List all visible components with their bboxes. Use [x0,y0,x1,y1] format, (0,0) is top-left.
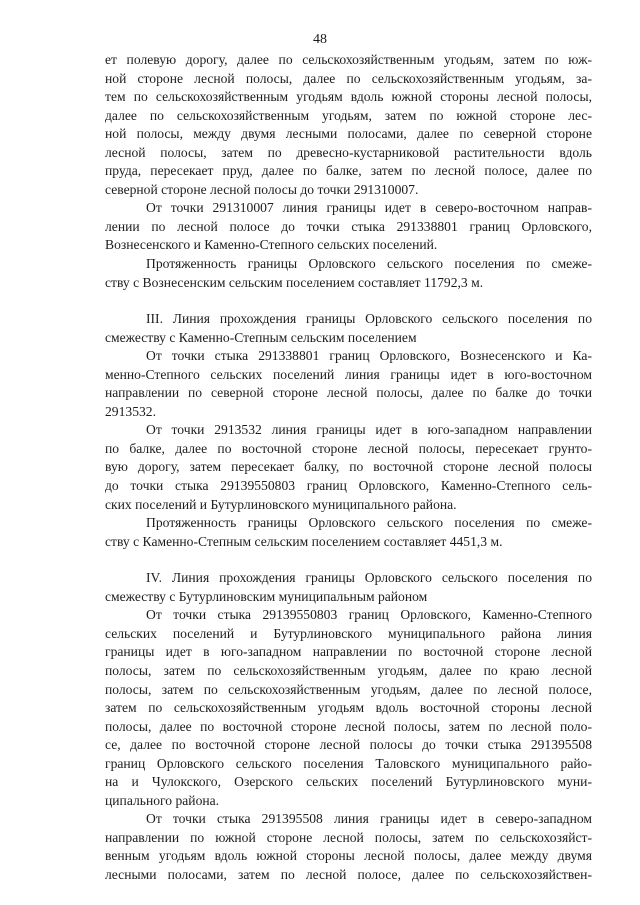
text-line: северной стороне лесной полосы до точки 291310007. [105,181,419,197]
section-gap [105,551,592,569]
text-line: венным угодьям вдоль южной стороны лесной полосы, далее между двумя [105,848,592,864]
text-line: Протяженность границы Орловского сельского поселения по смеже- [146,515,592,531]
paragraph [105,810,592,884]
text-line: лесной полосы, затем по древесно-кустарниковой растительности вдоль [105,144,592,160]
text-line: вую дорогу, затем пересекает балку, по восточной стороне лесной полосы [105,459,592,475]
text-line: III. Линия прохождения границы Орловского сельского поселения по [146,311,592,327]
text-line: смежеству с Каменно-Степным сельским поселением [105,329,417,345]
page-number: 48 [313,32,327,47]
paragraph [105,606,592,810]
text-line: 2913532. [105,403,156,419]
text-line: Вознесенского и Каменно-Степного сельских поселений. [105,237,438,253]
text-line: направлении по южной стороне лесной полосы, затем по сельскохозяйст- [105,829,592,845]
text-line: полосы, затем по сельскохозяйственным угодьям, далее по лесной полосе, [105,681,592,697]
text-line: ет полевую дорогу, далее по сельскохозяйственным угодьям, затем по юж- [105,52,592,67]
text-line: лесными полосами, затем по лесной полосе, далее по сельскохозяйствен- [105,866,592,882]
text-line: по балке, далее по восточной стороне лесной полосы, пересекает грунто- [105,440,592,456]
paragraph [105,347,592,421]
text-line: IV. Линия прохождения границы Орловского сельского поселения по [146,570,592,586]
text-line: ципального района. [105,792,220,808]
text-line: сельских поселений и Бутурлиновского муниципального района линия [105,625,592,641]
text-line: тем по сельскохозяйственным угодьям вдоль южной стороны лесной полосы, [105,89,592,105]
text-line: се, далее по восточной стороне лесной полосы до точки стыка 291395508 [105,737,592,753]
text-line: направлении по северной стороне лесной полосы, далее по балке до точки [105,385,592,401]
text-line: пруда, пересекает пруд, далее по балке, затем по лесной полосе, далее по [105,163,592,179]
text-line: границ Орловского сельского поселения Таловского муниципального райо- [105,755,592,771]
text-line: ной стороне лесной полосы, далее по сельскохозяйственным угодьям, за- [105,70,592,86]
text-line: полосы, затем по сельскохозяйственным угодьям, далее по краю лесной [105,662,592,678]
section-heading-iv [105,569,592,606]
text-line: От точки стыка 29139550803 границ Орловского, Каменно-Степного [146,607,592,623]
text-line: границы идет в юго-западном направлении по восточной стороне лесной [105,644,592,660]
section-gap [105,292,592,310]
text-line: затем по сельскохозяйственным угодьям вдоль восточной стороны лесной [105,700,592,716]
text-line: менно-Степного сельских поселений линия границы идет в юго-восточном [105,366,592,382]
text-line: ной полосы, между двумя лесными полосами, далее по северной стороне [105,126,592,142]
document-body [105,51,592,885]
text-line: От точки 291310007 линия границы идет в северо-восточном направ- [146,200,592,216]
text-line: ских поселений и Бутурлиновского муниципального района. [105,496,457,512]
paragraph [105,199,592,255]
text-line: От точки стыка 291395508 линия границы идет в северо-западном [146,811,592,827]
paragraph [105,255,592,292]
paragraph-continuation [105,51,592,199]
text-line: От точки стыка 291338801 границ Орловского, Вознесенского и Ка- [146,348,592,364]
text-line: От точки 2913532 линия границы идет в юго-западном направлении [146,422,592,438]
text-line: лении по лесной полосе до точки стыка 291338801 границ Орловского, [105,218,592,234]
paragraph [105,514,592,551]
text-line: смежеству с Бутурлиновским муниципальным районом [105,588,428,604]
text-line: ству с Вознесенским сельским поселением составляет 11792,3 м. [105,274,484,290]
section-heading-iii [105,310,592,347]
text-line: Протяженность границы Орловского сельского поселения по смеже- [146,256,592,272]
text-line: до точки стыка 29139550803 границ Орловского, Каменно-Степного сель- [105,478,592,494]
paragraph [105,421,592,514]
text-line: ству с Каменно-Степным сельским поселением составляет 4451,3 м. [105,533,503,549]
text-line: далее по сельскохозяйственным угодьям, затем по южной стороне лес- [105,107,592,123]
text-line: полосы, далее по восточной стороне лесной полосы, затем по лесной поло- [105,718,592,734]
text-line: на и Чулокского, Озерского сельских поселений Бутурлиновского муни- [105,774,592,790]
